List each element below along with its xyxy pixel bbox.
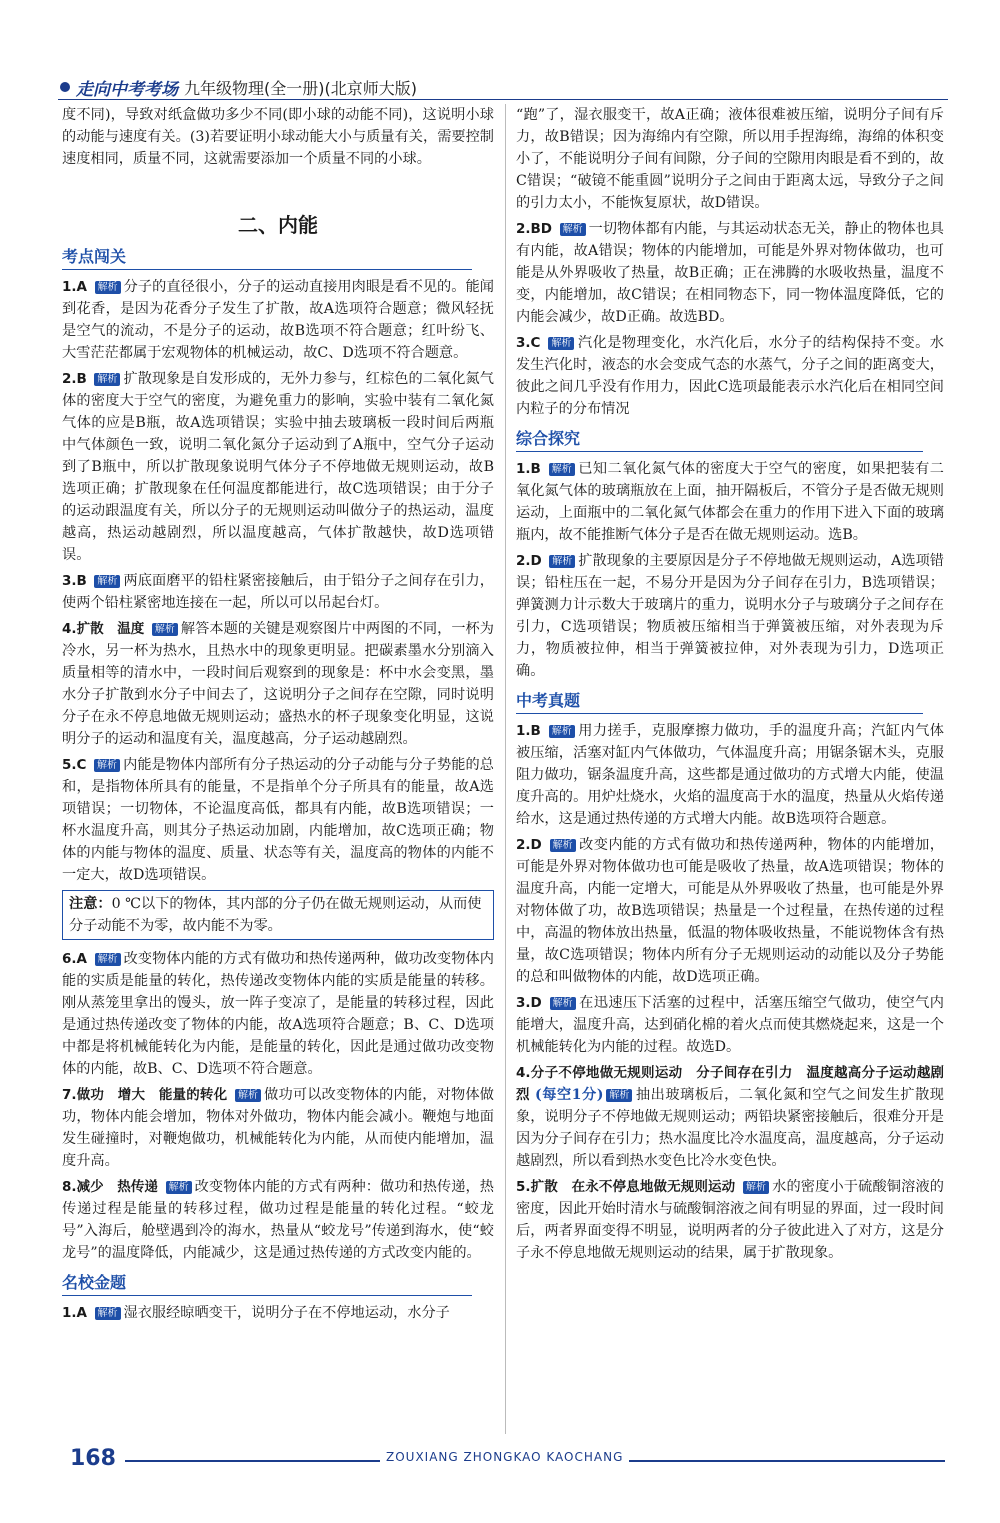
- analysis-tag: 解析: [94, 575, 120, 588]
- answer-item: [516, 720, 944, 830]
- answer-key: 3.B: [62, 573, 87, 589]
- answer-text: 湿衣服经晾晒变干，说明分子在不停地运动，水分子: [123, 1305, 450, 1321]
- answer-text: 水的密度小于硫酸铜溶液的密度，因此开始时清水与硫酸铜溶液之间有明显的界面，过一段时间后，两者界面变得不明显，说明两者的分子彼此进入了对方，这是分子永不停息地做无规则运动的结果，属于扩散现象。: [516, 1179, 944, 1261]
- book-subtitle: 九年级物理(全一册)(北京师大版): [184, 78, 417, 98]
- analysis-tag: 解析: [94, 759, 120, 772]
- answer-item: [62, 570, 494, 614]
- answer-key: 4.分子不停地做无规则运动 分子间存在引力 温度越高分子运动越剧烈: [516, 1065, 944, 1103]
- analysis-tag: 解析: [235, 1089, 261, 1102]
- answer-text: 已知二氧化氮气体的密度大于空气的密度，如果把装有二氧化氮气体的玻璃瓶放在上面，抽开隔板后，不管分子是否做无规则运动，上面瓶中的二氧化氮气体都会在重力的作用下进入下面的玻璃瓶内，故不能推断气体分子是否在做无规则运动。选B。: [516, 461, 944, 543]
- column-divider: [505, 104, 506, 1434]
- page-header: [60, 74, 510, 100]
- answer-key: 5.C: [62, 757, 87, 773]
- left-column: [62, 104, 494, 1328]
- answer-item: [516, 992, 944, 1058]
- answer-key: 4.扩散 温度: [62, 621, 145, 637]
- answer-text: 分子的直径很小，分子的运动直接用肉眼是看不见的。能闻到花香，是因为花香分子发生了扩散，故A选项符合题意；微风轻抚是空气的流动，不是分子的运动，故B选项不符合题意；红叶纷飞、大雪茫茫都属于宏观物体的机械运动，故C、D选项不符合题意。: [62, 279, 494, 361]
- answer-text: 汽化是物理变化，水汽化后，水分子的结构保持不变。水发生汽化时，液态的水会变成气态的水蒸气，分子之间的距离变大，彼此之间几乎没有作用力，因此C选项最能表示水汽化后在相同空间内粒子的分布情况: [516, 335, 944, 417]
- answer-item: [516, 1176, 944, 1264]
- analysis-tag: 解析: [560, 223, 586, 236]
- answer-text: 扩散现象的主要原因是分子不停地做无规则运动，A选项错误；铅柱压在一起，不易分开是因为分子间存在引力，B选项错误；弹簧测力计示数大于玻璃片的重力，说明水分子与玻璃分子之间存在引力，C选项错误；物质被压缩相当于弹簧被压缩，对外表现为斥力，物质被拉伸，相当于弹簧被拉伸，对外表现为引力，D选项正确。: [516, 553, 944, 679]
- analysis-tag: 解析: [166, 1181, 192, 1194]
- analysis-tag: 解析: [94, 373, 120, 386]
- note-label: 注意：: [69, 896, 112, 912]
- subsection-heading: 考点闯关: [62, 246, 472, 270]
- answer-text: 用力搓手，克服摩擦力做功，手的温度升高；汽缸内气体被压缩，活塞对缸内气体做功，气体温度升高；用锯条锯木头，克服阻力做功，锯条温度升高，这些都是通过做功的方式增大内能，使温度升高的。用炉灶烧水，火焰的温度高于水的温度，热量从火焰传递给水，这是通过热传递的方式增大内能。故B选项符合题意。: [516, 723, 944, 827]
- answer-item: [62, 948, 494, 1080]
- answer-item: [516, 332, 944, 420]
- answer-list: [516, 720, 944, 1264]
- analysis-tag: 解析: [606, 1089, 632, 1102]
- answer-key: 2.D: [516, 837, 542, 853]
- answer-text: 内能是物体内部所有分子热运动的分子动能与分子势能的总和，是指物体所具有的能量，不是指单个分子所具有的能量，故A选项错误；一切物体，不论温度高低，都具有内能，故B选项错误；一杯水温度升高，则其分子热运动加剧，内能增加，故C选项正确；物体的内能与物体的温度、质量、状态等有关，温度高的物体的内能不一定大，故D选项错误。: [62, 757, 494, 883]
- answer-item: [516, 550, 944, 682]
- answer-key: 8.减少 热传递: [62, 1179, 159, 1195]
- answer-list: [62, 948, 494, 1264]
- answer-item: [516, 218, 944, 328]
- note-text: 0 ℃以下的物体，其内部的分子仍在做无规则运动，从而使分子动能不为零，故内能不为零。: [69, 896, 482, 934]
- answer-key: 1.A: [62, 1305, 87, 1321]
- answer-key: 3.C: [516, 335, 541, 351]
- answer-key: 6.A: [62, 951, 87, 967]
- analysis-tag: 解析: [152, 623, 178, 636]
- answer-text: 抽出玻璃板后，二氧化氮和空气之间发生扩散现象，说明分子不停地做无规则运动；两铅块紧密接触后，很难分开是因为分子间存在引力；热水温度比冷水温度高，温度越高，分子运动越剧烈，所以看到热水变色比冷水变色快。: [516, 1087, 944, 1169]
- subsection-heading: 综合探究: [516, 428, 923, 452]
- footer-text: ZOUXIANG ZHONGKAO KAOCHANG: [380, 1450, 629, 1464]
- answer-list: [62, 276, 494, 886]
- analysis-tag: 解析: [549, 555, 575, 568]
- answer-key: 1.B: [516, 723, 541, 739]
- answer-list: [516, 458, 944, 682]
- analysis-tag: 解析: [550, 997, 576, 1010]
- answer-text: 解答本题的关键是观察图片中两图的不同，一杯为冷水，另一杯为热水，且热水中的现象更明显。把碳素墨水分别滴入质量相等的清水中，一段时间后观察到的现象是：杯中水会变黑，墨水分子扩散到水分子中间去了，这说明分子之间存在空隙，同时说明分子在永不停息地做无规则运动；盛热水的杯子现象变化明显，这说明分子的运动和温度有关，温度越高，分子运动越剧烈。: [62, 621, 494, 747]
- intro-paragraph: 度不同)，导致对纸盒做功多少不同(即小球的动能不同)，这说明小球的动能与速度有关。(3)若要证明小球动能大小与质量有关，需要控制速度相同，质量不同，这就需要添加一个质量不同的小球。: [62, 107, 494, 167]
- answer-key: 2.BD: [516, 221, 553, 237]
- analysis-tag: 解析: [549, 725, 575, 738]
- score-note: (每空1分): [535, 1087, 604, 1103]
- answer-text: 做功可以改变物体的内能，对物体做功，物体内能会增加，物体对外做功，物体内能会减小。鞭炮与地面发生碰撞时，对鞭炮做功，机械能转化为内能，从而使内能增加，温度升高。: [62, 1087, 494, 1169]
- answer-text: 在迅速压下活塞的过程中，活塞压缩空气做功，使空气内能增大，温度升高，达到硝化棉的着火点而使其燃烧起来，这是一个机械能转化为内能的过程。故选D。: [516, 995, 944, 1055]
- answer-text: 改变物体内能的方式有两种：做功和热传递，热传递过程是能量的转移过程，做功过程是能量的转化过程。“蛟龙号”入海后，舱壁遇到冷的海水，热量从“蛟龙号”传递到海水，使“蛟龙号”的温度降低，内能减少，这是通过热传递的方式改变内能的。: [62, 1179, 494, 1261]
- analysis-tag: 解析: [549, 463, 575, 476]
- answer-key: 2.D: [516, 553, 542, 569]
- subsection-heading: 名校金题: [62, 1272, 472, 1296]
- analysis-tag: 解析: [550, 839, 576, 852]
- continued-paragraph: “跑”了，湿衣服变干，故A正确；液体很难被压缩，说明分子间有斥力，故B错误；因为海绵内有空隙，所以用手捏海绵，海绵的体积变小了，不能说明分子间有间隙，分子间的空隙用肉眼是看不到的，故C错误；“破镜不能重圆”说明分子之间由于距离太远，导致分子之间的引力太小，不能恢复原状，故D错误。: [516, 107, 944, 211]
- answer-item: [516, 458, 944, 546]
- answer-item: [62, 618, 494, 750]
- analysis-tag: 解析: [548, 337, 574, 350]
- answer-list: [516, 218, 944, 420]
- answer-item: [516, 834, 944, 988]
- section-title: 二、内能: [238, 213, 318, 237]
- answer-key: 2.B: [62, 371, 87, 387]
- answer-text: 改变内能的方式有做功和热传递两种，物体的内能增加，可能是外界对物体做功也可能是吸收了热量，故A选项错误；物体的温度升高，内能一定增大，可能是从外界吸收了热量，也可能是外界对物体做了功，故B选项错误；热量是一个过程量，在热传递的过程中，高温的物体放出热量，低温的物体吸收热量，不能说物体含有热量，故C选项错误；物体内所有分子无规则运动的动能以及分子势能的总和叫做物体的内能，故D选项正确。: [516, 837, 944, 985]
- answer-item: [62, 368, 494, 566]
- answer-text: 改变物体内能的方式有做功和热传递两种，做功改变物体内能的实质是能量的转化，热传递改变物体内能的实质是能量的转移。刚从蒸笼里拿出的馒头，放一阵子变凉了，是能量的转移过程，因此是通过热传递改变了物体的内能，故A选项符合题意；B、C、D选项中都是将机械能转化为内能，是能量的转化，因此是通过做功改变物体的内能，故B、C、D选项不符合题意。: [62, 951, 494, 1077]
- analysis-tag: 解析: [743, 1181, 769, 1194]
- analysis-tag: 解析: [95, 953, 121, 966]
- page-number: 168: [70, 1446, 116, 1471]
- answer-key: 3.D: [516, 995, 542, 1011]
- answer-text: 扩散现象是自发形成的，无外力参与，红棕色的二氧化氮气体的密度大于空气的密度，为避免重力的影响，实验中装有二氧化氮气体的应是B瓶，故A选项错误；实验中抽去玻璃板一段时间后两瓶中气体颜色一致，说明二氧化氮分子运动到了A瓶中，空气分子运动到了B瓶中，所以扩散现象说明气体分子不停地做无规则运动，故B选项正确；扩散现象在任何温度都能进行，故C选项错误；由于分子的运动跟温度有关，所以分子的无规则运动叫做分子的热运动，温度越高，热运动越剧烈，所以温度越高，气体扩散越快，故D选项错误。: [62, 371, 494, 563]
- right-column: [516, 104, 944, 1268]
- answer-item: [62, 1084, 494, 1172]
- analysis-tag: 解析: [95, 1307, 121, 1320]
- header-rule: [58, 99, 948, 100]
- subsection-heading: 中考真题: [516, 690, 923, 714]
- answer-item: [62, 1302, 494, 1324]
- answer-item: [62, 276, 494, 364]
- answer-item: [62, 754, 494, 886]
- answer-item: [62, 1176, 494, 1264]
- answer-key: 1.B: [516, 461, 541, 477]
- answer-key: 7.做功 增大 能量的转化: [62, 1087, 228, 1103]
- answer-text: 一切物体都有内能，与其运动状态无关，静止的物体也具有内能，故A错误；物体的内能增加，可能是外界对物体做功，也可能是从外界吸收了热量，故B正确；正在沸腾的水吸收热量，温度不变，内能增加，故C错误；在相同物态下，同一物体温度降低，它的内能会减少，故D正确。故选BD。: [516, 221, 944, 325]
- brand: 走向中考考场: [76, 79, 178, 100]
- answer-key: 1.A: [62, 279, 87, 295]
- bullet-icon: [60, 82, 70, 92]
- note-box: [62, 890, 494, 940]
- analysis-tag: 解析: [95, 281, 121, 294]
- answer-text: 两底面磨平的铅柱紧密接触后，由于铅分子之间存在引力，使两个铅柱紧密地连接在一起，所以可以吊起台灯。: [62, 573, 494, 611]
- answer-item: [516, 1062, 944, 1172]
- answer-key: 5.扩散 在永不停息地做无规则运动: [516, 1179, 736, 1195]
